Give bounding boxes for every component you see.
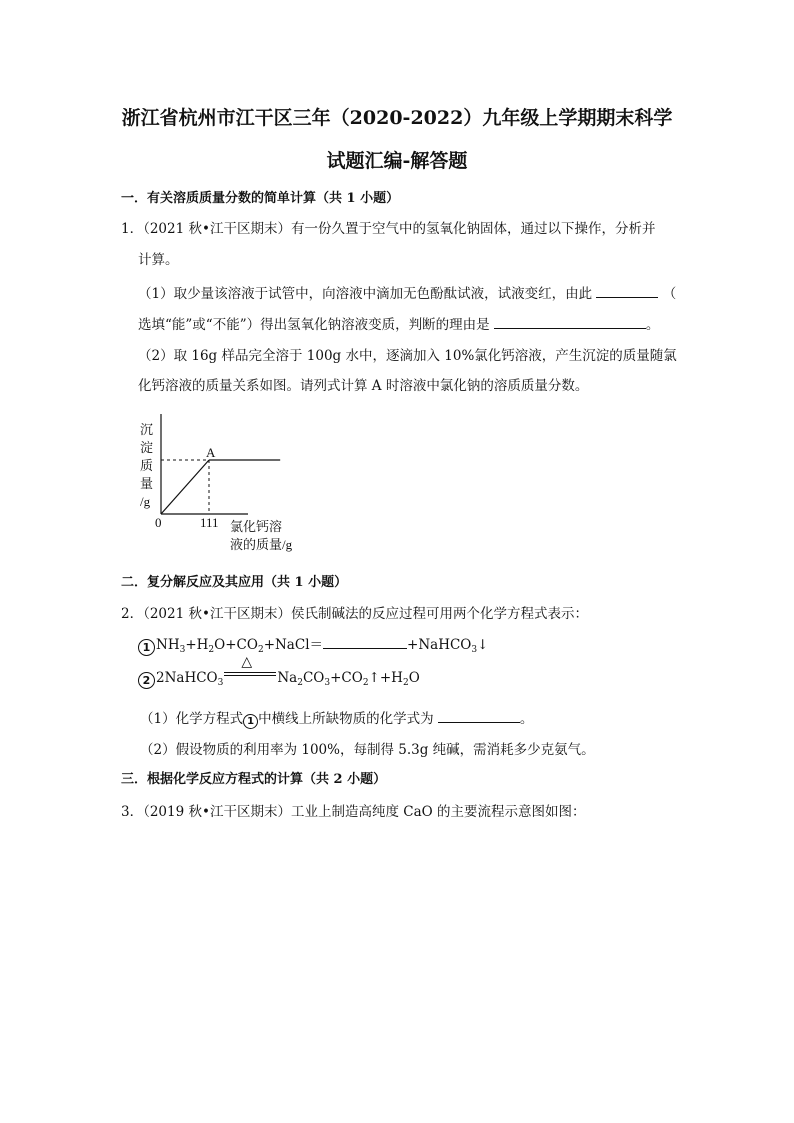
section-heading-3: 三．根据化学反应方程式的计算（共 2 小题） <box>121 772 387 787</box>
point-a-label: A <box>206 445 216 460</box>
x-axis-label-line1: 氯化钙溶 <box>230 519 283 534</box>
question-2-part-2: （2）假设物质的利用率为 100%，每制得 5.3g 纯碱，需消耗多少克氨气。 <box>140 742 595 758</box>
circled-number-2: 2 <box>138 672 155 689</box>
x-tick-label: 111 <box>200 515 219 530</box>
circled-number-1: 1 <box>243 714 258 729</box>
page-subtitle: 试题汇编-解答题 <box>326 150 468 172</box>
precipitate-graph <box>130 410 330 560</box>
question-source: （2021 秋•江干区期末） <box>143 606 291 622</box>
question-number: 3． <box>121 804 144 820</box>
question-text: 侯氏制碱法的反应过程可用两个化学方程式表示： <box>290 606 588 622</box>
question-1-stem <box>121 217 655 237</box>
question-2-stem <box>121 602 588 622</box>
y-axis-label-char: 淀 <box>140 440 154 455</box>
equation-1: 1 $NH_3+H_2O+CO_2+NaCl=$ +NaHCO$_3$↓ <box>138 633 488 656</box>
y-axis-label-char: 沉 <box>140 422 154 437</box>
y-axis-label-char: /g <box>140 494 151 509</box>
question-text: 工业上制造高纯度 CaO 的主要流程示意图如图： <box>290 804 586 820</box>
x-axis-label-line2: 液的质量/g <box>230 537 293 552</box>
answer-blank-4[interactable] <box>438 710 520 723</box>
answer-blank-1[interactable] <box>596 285 658 298</box>
circled-number-1: 1 <box>138 639 155 656</box>
origin-label: 0 <box>155 515 162 530</box>
question-number: 1． <box>121 221 144 237</box>
question-1-part-2: （2）取 16g 样品完全溶于 100g 水中，逐滴加入 10%氯化钙溶液，产生沉淀的质量随氯 <box>138 348 677 364</box>
y-axis-label-char: 质 <box>140 458 154 473</box>
question-1-part-1 <box>138 282 676 302</box>
question-1-part-2-cont: 化钙溶液的质量关系如图。请列式计算 A 时溶液中氯化钠的溶质质量分数。 <box>138 378 589 394</box>
data-line-rising <box>161 460 209 514</box>
part-text-end: （ <box>662 286 677 302</box>
part-text-end: 。 <box>645 317 660 333</box>
part-text: 选填“能”或“不能”）得出氢氧化钠溶液变质，判断的理由是 <box>138 317 490 333</box>
question-1-stem-cont: 计算。 <box>138 252 179 268</box>
y-axis-label-char: 量 <box>140 476 154 491</box>
section-heading-1: 一．有关溶质质量分数的简单计算（共 1 小题） <box>121 191 400 206</box>
heating-condition <box>224 654 276 682</box>
part-text: （1）取少量该溶液于试管中，向溶液中滴加无色酚酞试液，试液变红，由此 <box>138 286 593 302</box>
question-3-stem <box>121 800 586 820</box>
page-title: 浙江省杭州市江干区三年（2020-2022）九年级上学期期末科学 <box>121 107 673 129</box>
equation-2: 2 2NaHCO$_3$ △ $Na_2CO_3+CO_2↑+H_2O$ <box>138 668 420 689</box>
section-heading-2: 二．复分解反应及其应用（共 1 小题） <box>121 575 348 590</box>
question-source: （2021 秋•江干区期末） <box>143 221 291 237</box>
question-2-part-1: （1）化学方程式 1 中横线上所缺物质的化学式为 。 <box>140 711 534 727</box>
question-number: 2． <box>121 606 144 622</box>
question-1-part-1-cont <box>138 313 659 333</box>
heat-triangle-icon: △ <box>241 654 253 670</box>
question-source: （2019 秋•江干区期末） <box>143 804 291 820</box>
answer-blank-3[interactable] <box>323 636 407 649</box>
answer-blank-2[interactable] <box>494 316 646 329</box>
question-text: 有一份久置于空气中的氢氧化钠固体，通过以下操作，分析并 <box>290 221 656 237</box>
